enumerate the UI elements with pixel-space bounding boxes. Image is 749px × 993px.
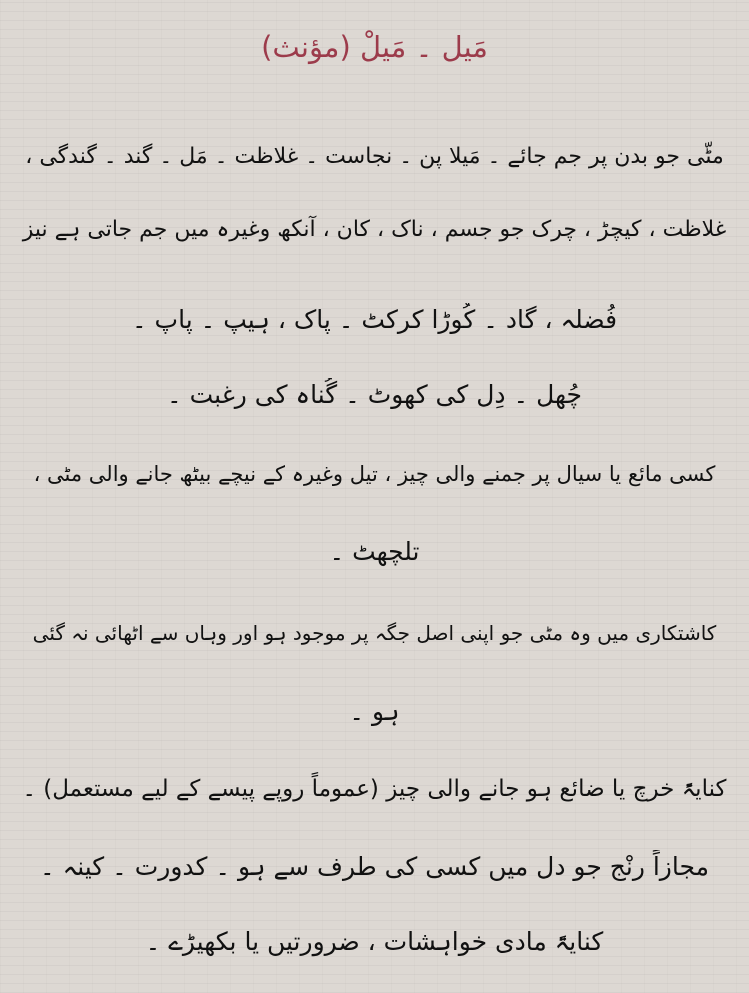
definition-line-1: مٹّی جو بدن پر جم جائے ۔ مَیلا پن ۔ نجاست ۔ غلاظت ۔ مَل ۔ گند ۔ گندگی ، <box>25 144 724 169</box>
entry-title: مَیل ۔ مَیلْ (مؤنث) <box>261 30 488 64</box>
definition-line-6: تلچھٹ ۔ <box>329 537 420 566</box>
definition-line-5: کسی مائع یا سیال پر جمنے والی چیز ، تیل وغیرہ کے نیچے بیٹھ جانے والی مٹی ، <box>33 462 716 486</box>
definition-line-9: کنایۃً خرچ یا ضائع ہو جانے والی چیز (عموماً روپے پیسے کے لیے مستعمل) ۔ <box>22 776 727 802</box>
definition-line-2: غلاظت ، کیچڑ ، چرک جو جسم ، ناک ، کان ، آنکھ وغیرہ میں جم جاتی ہے نیز <box>22 217 727 242</box>
definition-line-11: کنایۃً مادی خواہشات ، ضرورتیں یا بکھیڑے ۔ <box>145 927 604 956</box>
definition-line-10: مجازاً رنْج جو دل میں کسی کی طرف سے ہو ۔ کدورت ۔ کینہ ۔ <box>39 852 710 881</box>
definition-line-4: چُھل ۔ دِل کی کھوٹ ۔ گُناہ کی رغبت ۔ <box>167 380 582 409</box>
definition-line-3: فُضلہ ، گاد ۔ کُوڑا کرکٹ ۔ پاک ، ہیپ ۔ پاپ ۔ <box>131 305 618 334</box>
definition-line-8: ہو ۔ <box>349 697 400 726</box>
definition-line-7: کاشتکاری میں وہ مٹی جو اپنی اصل جگہ پر موجود ہو اور وہاں سے اٹھائی نہ گئی <box>32 621 717 645</box>
